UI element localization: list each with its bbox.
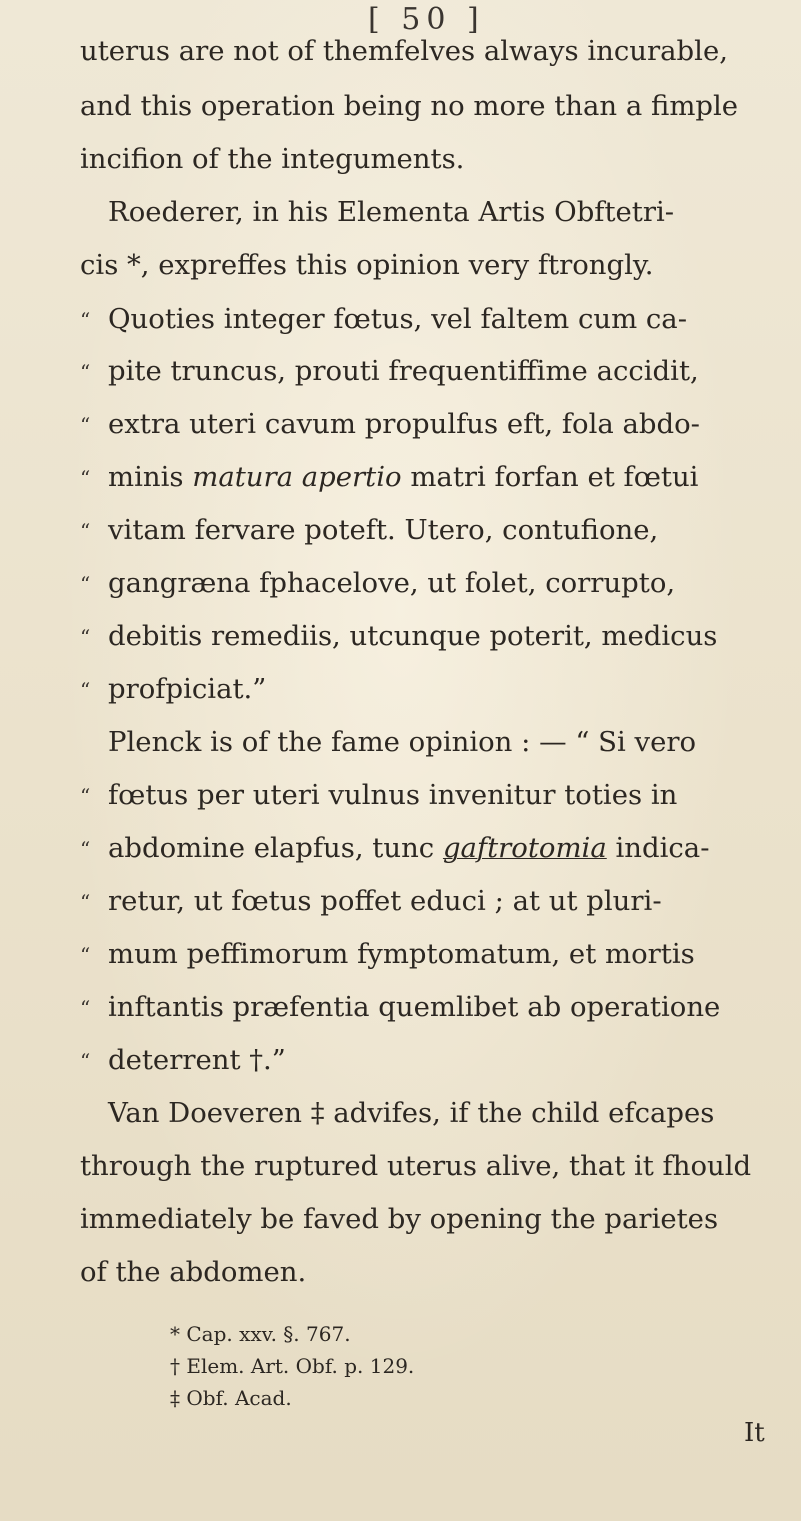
italic-phrase: gaftrotomia (442, 832, 607, 864)
text-line: Roederer, in his Elementa Artis Obftetri- (108, 196, 675, 228)
text-line: gangræna fphacelove, ut folet, corrupto, (108, 567, 676, 599)
quote-mark: “ (80, 678, 91, 702)
text-line: immediately be faved by opening the parietes (80, 1203, 719, 1235)
quote-mark: “ (80, 996, 91, 1020)
footnote: † Elem. Art. Obf. p. 129. (170, 1354, 415, 1378)
text-line: fœtus per uteri vulnus invenitur toties in (108, 779, 678, 811)
page-number-header: [ 50 ] (368, 2, 485, 37)
footnote: * Cap. xxv. §. 767. (170, 1322, 351, 1346)
text-line: through the ruptured uterus alive, that it fhould (80, 1150, 752, 1182)
text-line: incifion of the integuments. (80, 143, 465, 175)
quote-mark: “ (80, 360, 91, 384)
quote-mark: “ (80, 943, 91, 967)
quote-mark: “ (80, 466, 91, 490)
italic-phrase: matura apertio (192, 461, 402, 493)
footnote: ‡ Obf. Acad. (170, 1386, 292, 1410)
text-line: cis *, expreffes this opinion very ftrongly. (80, 249, 654, 281)
text-line: inftantis præfentia quemlibet ab operatione (108, 991, 721, 1023)
text-line: mum peffimorum fymptomatum, et mortis (108, 938, 695, 970)
quote-mark: “ (80, 572, 91, 596)
quote-mark: “ (80, 413, 91, 437)
text-segment: matri forfan et fœtui (410, 461, 699, 493)
text-line: pite truncus, prouti frequentiffime accidit, (108, 355, 699, 387)
text-line: Van Doeveren ‡ advifes, if the child efcapes (108, 1097, 715, 1129)
quote-mark: “ (80, 784, 91, 808)
text-line: profpiciat.” (108, 673, 267, 705)
text-line: uterus are not of themfelves always incurable, (80, 35, 728, 67)
text-line: of the abdomen. (80, 1256, 307, 1288)
quote-mark: “ (80, 837, 91, 861)
quote-mark: “ (80, 308, 91, 332)
text-line (108, 461, 699, 493)
text-line: deterrent †.” (108, 1044, 286, 1076)
quote-mark: “ (80, 1049, 91, 1073)
text-line: Quoties integer fœtus, vel faltem cum ca- (108, 303, 687, 335)
text-line: and this operation being no more than a fimple (80, 90, 739, 122)
text-line: Plenck is of the fame opinion : — “ Si vero (108, 726, 697, 758)
catchword: It (744, 1418, 765, 1448)
text-line: extra uteri cavum propulfus eft, fola abdo- (108, 408, 700, 440)
text-line (108, 832, 710, 864)
text-segment: indica- (615, 832, 710, 864)
text-line: debitis remediis, utcunque poterit, medicus (108, 620, 718, 652)
quote-mark: “ (80, 519, 91, 543)
quote-mark: “ (80, 625, 91, 649)
quote-mark: “ (80, 890, 91, 914)
text-line: vitam fervare poteft. Utero, contufione, (108, 514, 659, 546)
text-line: retur, ut fœtus poffet educi ; at ut pluri- (108, 885, 662, 917)
text-segment: abdomine elapfus, tunc (108, 832, 435, 864)
text-segment: minis (108, 461, 184, 493)
